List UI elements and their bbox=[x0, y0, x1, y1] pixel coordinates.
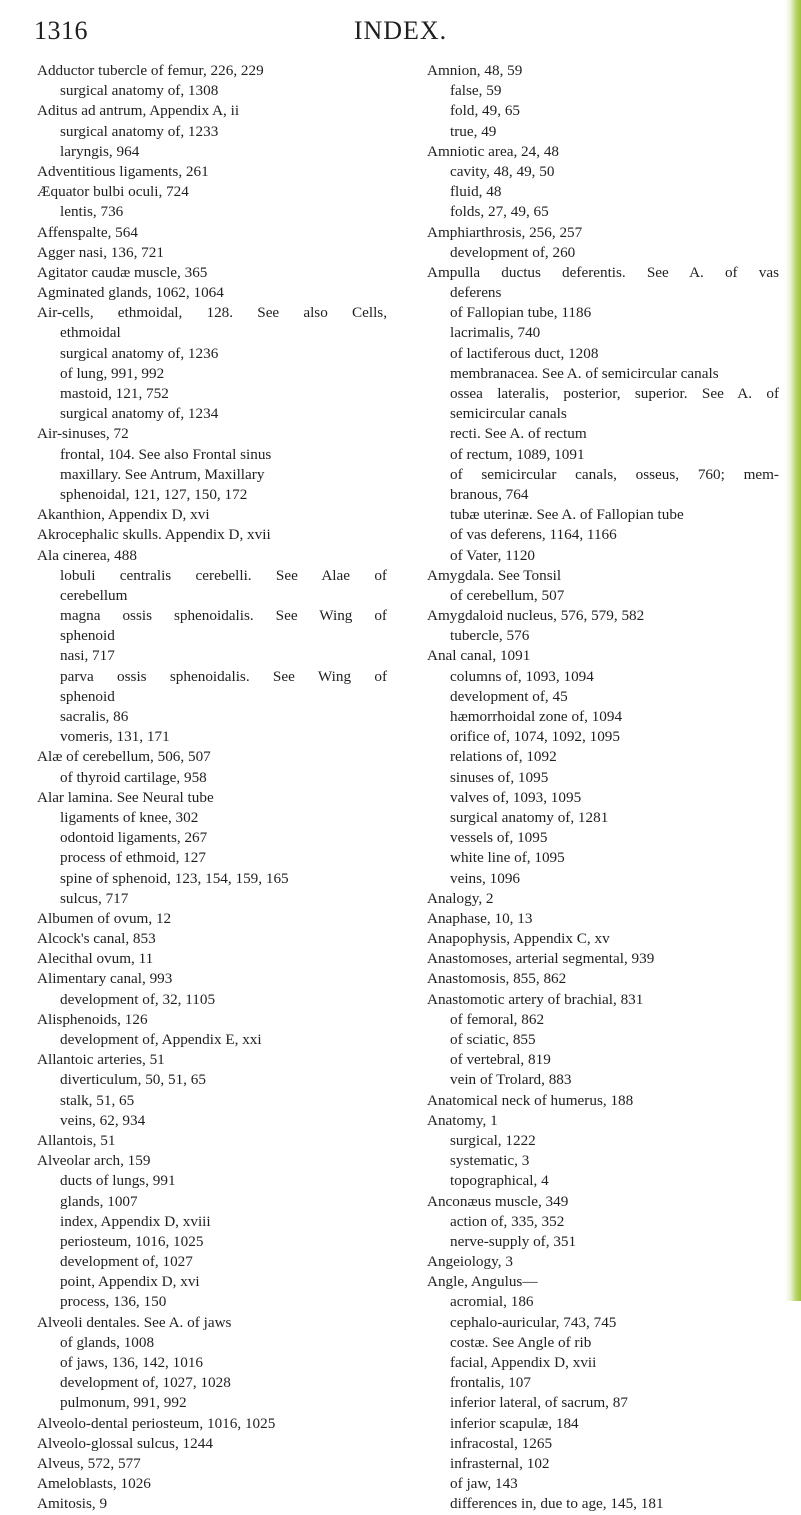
index-subentry: hæmorrhoidal zone of, 1094 bbox=[450, 708, 623, 725]
index-subentry: vomeris, 131, 171 bbox=[60, 728, 170, 746]
index-entry: Alveoli dentales. See A. of jaws bbox=[37, 1313, 232, 1331]
index-subentry: of cerebellum, 507 bbox=[450, 586, 565, 604]
index-subentry: development of, 260 bbox=[450, 243, 576, 261]
index-subentry: lentis, 736 bbox=[60, 203, 124, 221]
index-entry: Amygdala. See Tonsil bbox=[427, 566, 562, 584]
index-subentry: nasi, 717 bbox=[60, 647, 115, 665]
index-subentry: development of, 1027 bbox=[60, 1253, 193, 1271]
index-subentry: sacralis, 86 bbox=[60, 708, 129, 725]
index-entry: Adductor tubercle of femur, 226, 229 bbox=[37, 62, 264, 79]
index-subentry: costæ. See Angle of rib bbox=[450, 1333, 592, 1351]
index-subentry: parva ossis sphenoidalis. See Wing of bbox=[60, 667, 387, 685]
index-subentry: recti. See A. of rectum bbox=[450, 425, 587, 443]
index-entry: Alæ of cerebellum, 506, 507 bbox=[37, 748, 211, 766]
index-entry: Anal canal, 1091 bbox=[427, 647, 531, 665]
index-subentry: development of, 32, 1105 bbox=[60, 990, 216, 1008]
index-entry: Alveolar arch, 159 bbox=[37, 1152, 151, 1170]
index-subentry: of glands, 1008 bbox=[60, 1333, 155, 1351]
index-subentry: of femoral, 862 bbox=[450, 1010, 545, 1028]
index-subentry: sphenoid bbox=[60, 687, 115, 705]
index-subentry: ligaments of knee, 302 bbox=[60, 808, 199, 826]
index-subentry: of rectum, 1089, 1091 bbox=[450, 445, 585, 463]
index-subentry: facial, Appendix D, xvii bbox=[450, 1354, 597, 1371]
index-entry: Alveolo-dental periosteum, 1016, 1025 bbox=[37, 1414, 276, 1432]
index-entry: Albumen of ovum, 12 bbox=[37, 909, 172, 927]
index-subentry: process, 136, 150 bbox=[60, 1293, 167, 1311]
index-subentry: branous, 764 bbox=[450, 485, 529, 503]
index-entry: Agminated glands, 1062, 1064 bbox=[37, 284, 224, 302]
index-entry: Affenspalte, 564 bbox=[37, 223, 138, 241]
index-subentry: of Vater, 1120 bbox=[450, 546, 536, 564]
index-subentry: surgical anatomy of, 1308 bbox=[60, 82, 219, 100]
index-subentry: of jaw, 143 bbox=[450, 1475, 518, 1493]
page-number: 1316 bbox=[34, 16, 88, 45]
index-entry: Alar lamina. See Neural tube bbox=[37, 788, 214, 806]
index-subentry: of sciatic, 855 bbox=[450, 1031, 536, 1048]
index-subentry: development of, 45 bbox=[450, 687, 568, 705]
index-subentry: white line of, 1095 bbox=[450, 849, 565, 867]
index-subentry: valves of, 1093, 1095 bbox=[450, 788, 582, 806]
index-entry: Anconæus muscle, 349 bbox=[427, 1192, 569, 1210]
index-entry: Alimentary canal, 993 bbox=[37, 970, 173, 988]
index-entry: Anapophysis, Appendix C, xv bbox=[427, 930, 610, 948]
index-subentry: folds, 27, 49, 65 bbox=[450, 203, 549, 221]
index-entry: Ameloblasts, 1026 bbox=[37, 1475, 151, 1493]
index-entry: Anatomical neck of humerus, 188 bbox=[427, 1091, 634, 1109]
index-subentry: false, 59 bbox=[450, 82, 502, 100]
index-subentry: odontoid ligaments, 267 bbox=[60, 829, 208, 847]
page-edge-tint bbox=[785, 0, 801, 1301]
index-subentry: laryngis, 964 bbox=[60, 142, 140, 160]
index-subentry: systematic, 3 bbox=[450, 1152, 530, 1170]
index-entry: Allantois, 51 bbox=[37, 1131, 116, 1149]
index-subentry: magna ossis sphenoidalis. See Wing of bbox=[60, 607, 387, 625]
index-entry: Air-cells, ethmoidal, 128. See also Cells, bbox=[37, 304, 387, 322]
index-entry: Ala cinerea, 488 bbox=[37, 546, 137, 564]
index-subentry: infrasternal, 102 bbox=[450, 1454, 550, 1472]
index-subentry: sulcus, 717 bbox=[60, 889, 129, 907]
index-subentry: periosteum, 1016, 1025 bbox=[60, 1232, 204, 1250]
index-subentry: semicircular canals bbox=[450, 405, 567, 423]
index-subentry: diverticulum, 50, 51, 65 bbox=[60, 1071, 206, 1089]
index-subentry: differences in, due to age, 145, 181 bbox=[450, 1495, 664, 1513]
index-entry: Alveus, 572, 577 bbox=[37, 1454, 141, 1472]
running-head-title: INDEX. bbox=[353, 16, 448, 45]
index-entry: Anastomoses, arterial segmental, 939 bbox=[427, 950, 655, 968]
index-entry: Amygdaloid nucleus, 576, 579, 582 bbox=[427, 607, 645, 625]
index-subentry: ethmoidal bbox=[60, 324, 121, 342]
index-entry: Air-sinuses, 72 bbox=[37, 425, 129, 443]
index-subentry: ossea lateralis, posterior, superior. See A. of bbox=[450, 385, 779, 402]
index-entry: Angeiology, 3 bbox=[427, 1253, 513, 1271]
index-subentry: vein of Trolard, 883 bbox=[450, 1071, 572, 1089]
index-entry: Amitosis, 9 bbox=[37, 1495, 108, 1513]
index-subentry: lobuli centralis cerebelli. See Alae of bbox=[60, 566, 387, 584]
index-subentry: of lung, 991, 992 bbox=[60, 364, 165, 382]
index-subentry: deferens bbox=[450, 284, 502, 302]
index-entry: Amphiarthrosis, 256, 257 bbox=[427, 223, 583, 241]
index-subentry: cavity, 48, 49, 50 bbox=[450, 162, 555, 180]
index-subentry: veins, 62, 934 bbox=[60, 1111, 146, 1129]
index-subentry: inferior scapulæ, 184 bbox=[450, 1414, 579, 1432]
index-entry: Alcock's canal, 853 bbox=[37, 930, 156, 948]
index-subentry: cerebellum bbox=[60, 586, 128, 604]
index-entry: Alecithal ovum, 11 bbox=[37, 950, 154, 968]
index-entry: Ampulla ductus deferentis. See A. of vas bbox=[427, 263, 779, 281]
index-subentry: true, 49 bbox=[450, 122, 497, 140]
index-subentry: columns of, 1093, 1094 bbox=[450, 667, 594, 685]
index-entry: Aditus ad antrum, Appendix A, ii bbox=[37, 102, 240, 120]
index-subentry: frontal, 104. See also Frontal sinus bbox=[60, 445, 272, 463]
index-column-left bbox=[37, 61, 387, 1515]
index-subentry: development of, Appendix E, xxi bbox=[60, 1031, 262, 1048]
index-subentry: development of, 1027, 1028 bbox=[60, 1374, 231, 1392]
index-entry: Allantoic arteries, 51 bbox=[37, 1051, 165, 1069]
index-entry: Æquator bulbi oculi, 724 bbox=[37, 183, 189, 201]
index-subentry: of Fallopian tube, 1186 bbox=[450, 304, 592, 322]
index-entry: Akanthion, Appendix D, xvi bbox=[37, 506, 210, 524]
index-subentry: of vas deferens, 1164, 1166 bbox=[450, 526, 617, 544]
index-subentry: veins, 1096 bbox=[450, 869, 521, 887]
index-subentry: of semicircular canals, osseus, 760; mem- bbox=[450, 465, 779, 483]
index-subentry: membranacea. See A. of semicircular canals bbox=[450, 364, 719, 382]
index-subentry: vessels of, 1095 bbox=[450, 829, 548, 847]
index-subentry: action of, 335, 352 bbox=[450, 1212, 565, 1230]
index-subentry: of lactiferous duct, 1208 bbox=[450, 344, 599, 362]
index-subentry: cephalo-auricular, 743, 745 bbox=[450, 1313, 617, 1331]
index-entry: Anatomy, 1 bbox=[427, 1111, 498, 1129]
index-subentry: sphenoid bbox=[60, 627, 115, 645]
index-subentry: surgical anatomy of, 1236 bbox=[60, 344, 219, 362]
index-subentry: surgical anatomy of, 1281 bbox=[450, 808, 609, 826]
index-subentry: sphenoidal, 121, 127, 150, 172 bbox=[60, 485, 248, 503]
index-column-right bbox=[427, 61, 779, 1515]
index-subentry: topographical, 4 bbox=[450, 1172, 549, 1190]
index-entry: Adventitious ligaments, 261 bbox=[37, 162, 209, 180]
index-subentry: orifice of, 1074, 1092, 1095 bbox=[450, 728, 620, 746]
index-subentry: ducts of lungs, 991 bbox=[60, 1172, 176, 1190]
index-entry: Amnion, 48, 59 bbox=[427, 62, 523, 79]
index-subentry: of vertebral, 819 bbox=[450, 1051, 551, 1069]
index-subentry: index, Appendix D, xviii bbox=[60, 1212, 211, 1230]
index-subentry: tubercle, 576 bbox=[450, 627, 530, 645]
index-entry: Agitator caudæ muscle, 365 bbox=[37, 263, 208, 281]
index-subentry: acromial, 186 bbox=[450, 1293, 534, 1311]
index-subentry: fluid, 48 bbox=[450, 183, 502, 201]
index-subentry: stalk, 51, 65 bbox=[60, 1091, 135, 1109]
index-subentry: of thyroid cartilage, 958 bbox=[60, 768, 207, 786]
index-subentry: inferior lateral, of sacrum, 87 bbox=[450, 1394, 628, 1412]
index-subentry: infracostal, 1265 bbox=[450, 1434, 553, 1452]
index-entry: Anastomosis, 855, 862 bbox=[427, 970, 567, 988]
index-entry: Alisphenoids, 126 bbox=[37, 1010, 148, 1028]
index-subentry: relations of, 1092 bbox=[450, 748, 557, 766]
index-entry: Agger nasi, 136, 721 bbox=[37, 243, 164, 261]
index-subentry: process of ethmoid, 127 bbox=[60, 849, 206, 867]
index-subentry: tubæ uterinæ. See A. of Fallopian tube bbox=[450, 506, 684, 524]
index-subentry: surgical anatomy of, 1234 bbox=[60, 405, 219, 423]
index-subentry: glands, 1007 bbox=[60, 1192, 138, 1210]
index-subentry: spine of sphenoid, 123, 154, 159, 165 bbox=[60, 869, 289, 887]
index-subentry: surgical anatomy of, 1233 bbox=[60, 122, 219, 140]
index-entry: Amniotic area, 24, 48 bbox=[427, 142, 560, 160]
index-subentry: lacrimalis, 740 bbox=[450, 324, 541, 342]
index-entry: Akrocephalic skulls. Appendix D, xvii bbox=[37, 526, 271, 544]
index-subentry: nerve-supply of, 351 bbox=[450, 1232, 577, 1250]
index-subentry: of jaws, 136, 142, 1016 bbox=[60, 1354, 204, 1371]
index-subentry: sinuses of, 1095 bbox=[450, 768, 549, 786]
index-entry: Angle, Angulus— bbox=[427, 1273, 538, 1291]
index-subentry: fold, 49, 65 bbox=[450, 102, 521, 120]
index-subentry: pulmonum, 991, 992 bbox=[60, 1394, 187, 1412]
index-subentry: point, Appendix D, xvi bbox=[60, 1273, 200, 1291]
index-subentry: frontalis, 107 bbox=[450, 1374, 531, 1392]
index-subentry: mastoid, 121, 752 bbox=[60, 385, 169, 402]
index-entry: Analogy, 2 bbox=[427, 889, 494, 907]
index-entry: Anastomotic artery of brachial, 831 bbox=[427, 990, 644, 1008]
index-subentry: surgical, 1222 bbox=[450, 1131, 536, 1149]
index-entry: Alveolo-glossal sulcus, 1244 bbox=[37, 1434, 213, 1452]
index-entry: Anaphase, 10, 13 bbox=[427, 909, 533, 927]
index-subentry: maxillary. See Antrum, Maxillary bbox=[60, 465, 265, 483]
